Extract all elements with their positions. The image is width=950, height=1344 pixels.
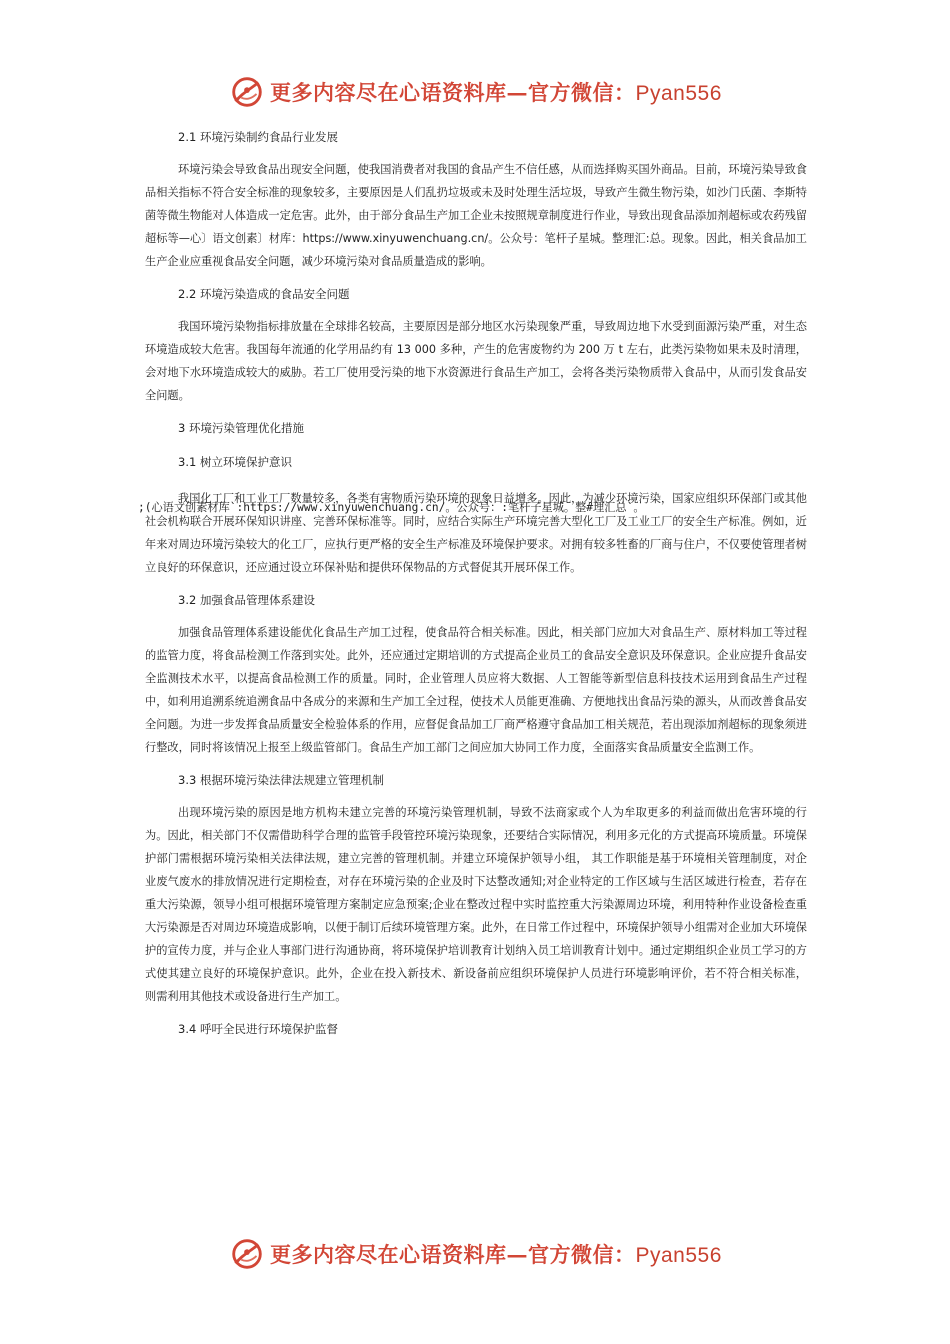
section-heading-3-2: 3.2 加强食品管理体系建设 bbox=[178, 593, 315, 607]
wechat-id: Pyan556 bbox=[635, 1244, 722, 1267]
section-paragraph-3-2: 加强食品管理体系建设能优化食品生产加工过程，使食品符合相关标准。因此，相关部门应加大对食品生产、原材料加工等过程的监管力度，将食品检测工作落到实处。此外，还应通过定期培训的方式提高企业员工的食品安全意识及环保意识。企业应提升食品安全监测技术水平，以提高食品检测工作的质量。同时，企业管理人员应将大数据、人工智能等新型信息科技技术运用到食品生产过程中，如利用追溯系统追溯食品中各成分的来源和生产加工全过程，使技术人员能更准确、方便地找出食品污染的源头，从而改善食品安全问题。为进一步发挥食品质量安全检验体系的作用，应督促食品加工厂商严格遵守食品加工相关规范，若出现添加剂超标的现象须进行整改，同时将该情况上报至上级监管部门。食品生产加工部门之间应加大协同工作力度，全面落实食品质量安全监测工作。 bbox=[145, 626, 807, 754]
section-paragraph-2-2: 我国环境污染物指标排放量在全球排名较高，主要原因是部分地区水污染现象严重，导致周边地下水受到面源污染严重，对生态环境造成较大危害。我国每年流通的化学用品约有 13 000 多种，产生的危害废物约为 200 万 t 左右，此类污染物如果未及时清理，会对地下水环境造成较大的威胁。若工厂使用受污染的地下水资源进行食品生产加工，会将各类污染物质带入食品中，从而引发食品安全问题。 bbox=[145, 320, 807, 402]
section-paragraph-3-1: 我国化工厂和工业工厂数量较多，各类有害物质污染环境的现象日益增多。因此，为减少环境污染，国家应组织环保部门或其他社会机构联合开展环保知识讲座、完善环保标准等。同时，应结合实际生产环境完善大型化工厂及工业工厂的安全生产标准。例如，近年来对周边环境污染较大的化工厂，应执行更严格的安全生产标准及环境保护要求。对拥有较多牲畜的厂商与住户，不仅要使管理者树立良好的环保意识，还应通过设立环保补贴和提供环保物品的方式督促其开展环保工作。 bbox=[145, 492, 807, 574]
section-heading-3-4: 3.4 呼吁全民进行环境保护监督 bbox=[178, 1022, 338, 1036]
wechat-id: Pyan556 bbox=[635, 82, 722, 105]
section-paragraph-3-3: 出现环境污染的原因是地方机构未建立完善的环境污染管理机制，导致不法商家或个人为牟取更多的利益而做出危害环境的行为。因此，相关部门不仅需借助科学合理的监管手段管控环境污染现象，还要结合实际情况，利用多元化的方式提高环境质量。环境保护部门需根据环境污染相关法律法规，建立完善的管理机制。并建立环境保护领导小组， 其工作职能是基于环境相关管理制度，对企业废气废水的排放情况进行定期检查，对存在环境污染的企业及时下达整改通知;对企业特定的工作区域与生活区域进行检查，若存在重大污染源，领导小组可根据环境管理方案制定应急预案;企业在整改过程中实时监控重大污染源周边环境，利用特种作业设备检查重大污染源是否对周边环境造成影响，以便于制订后续环境管理方案。此外，在日常工作过程中，环境保护领导小组需对企业加大环境保护的宣传力度，并与企业人事部门进行沟通协商，将环境保护培训教育计划纳入员工培训教育计划中。通过定期组织企业员工学习的方式使其建立良好的环境保护意识。此外，企业在投入新技术、新设备前应组织环境保护人员进行环境影响评价，若不符合相关标准， 则需利用其他技术或设备进行生产加工。 bbox=[145, 806, 807, 1003]
document-body bbox=[145, 128, 807, 1038]
footer-banner bbox=[228, 1234, 722, 1274]
banner-text: 更多内容尽在心语资料库—官方微信：Pyan556 bbox=[270, 1242, 722, 1267]
logo-icon bbox=[228, 73, 266, 111]
section-heading-3: 3 环境污染管理优化措施 bbox=[178, 421, 304, 435]
section-paragraph-2-1: 环境污染会导致食品出现安全问题，使我国消费者对我国的食品产生不信任感，从而选择购买国外商品。目前，环境污染导致食品相关指标不符合安全标准的现象较多，主要原因是人们乱扔垃圾或未及时处理生活垃圾，导致产生微生物污染，如沙门氏菌、李斯特菌等微生物能对人体造成一定危害。此外，由于部分食品生产加工企业未按照规章制度进行作业，导致出现食品添加剂超标或农药残留超标等—心〕语文创素〕材库：https://www.xinyuwenchuang.cn/。公众号：笔杆子星城。整理汇:总。现象。因此，相关食品加工生产企业应重视食品安全问题，减少环境污染对食品质量造成的影响。 bbox=[145, 163, 807, 268]
logo-icon bbox=[228, 1235, 266, 1273]
section-heading-2-1: 2.1 环境污染制约食品行业发展 bbox=[178, 130, 338, 144]
banner-text: 更多内容尽在心语资料库—官方微信：Pyan556 bbox=[270, 80, 722, 105]
section-heading-3-3: 3.3 根据环境污染法律法规建立管理机制 bbox=[178, 773, 384, 787]
section-heading-2-2: 2.2 环境污染造成的食品安全问题 bbox=[178, 287, 350, 301]
watermark-note: ;(心语文创素材库`:https://www.xinyuwenchuang.cn/。公众号：:笔杆子星城。整#理汇总`。 bbox=[138, 501, 645, 514]
section-heading-3-1: 3.1 树立环境保护意识 bbox=[178, 455, 292, 469]
header-banner bbox=[228, 72, 722, 112]
